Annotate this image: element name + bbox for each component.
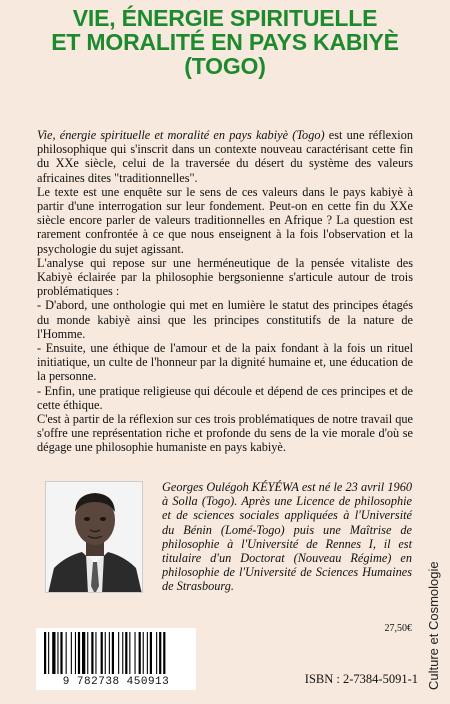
book-title (0, 6, 450, 78)
barcode-icon (36, 628, 196, 676)
paragraph-7: C'est à partir de la réflexion sur ces trois problématiques de notre travail que s'offre une représentation riche et profonde du sens de la vie morale d'où se dégage une philosophie humaniste en pays kabiyè. (37, 412, 413, 455)
author-bio: Georges Oulégoh KÉYÉWA est né le 23 avril 1960 à Solla (Togo). Après une Licence de philosophie et de sciences sociales appliquées à l'Université du Bénin (Lomé-Togo) puis une Maîtrise de philosophie à l'Université de Rennes I, il est titulaire d'un Doctorat (Nouveau Régime) en philosophie de l'Université de Sciences Humaines de Strasbourg. (162, 480, 412, 594)
author-photo (45, 481, 143, 593)
italic-title-ref: Vie, énergie spirituelle et moralité en pays kabiyè (Togo) (37, 128, 325, 142)
paragraph-1 (37, 128, 413, 185)
paragraph-4: - D'abord, une onthologie qui met en lumière le statut des principes étagés du monde kabiyè ainsi que les principes constitutifs de la nature de l'Homme. (37, 298, 413, 341)
barcode-number: 9 782738 450913 (62, 676, 170, 688)
author-portrait-icon (46, 482, 143, 593)
barcode (36, 628, 196, 690)
paragraph-6: - Enfin, une pratique religieuse qui découle et dépend de ces principes et de cette éthique. (37, 383, 413, 412)
paragraph-5: - Ensuite, une éthique de l'amour et de la paix fondant à la fois un rituel initiatique, un culte de l'honneur par la dignité humaine et, une éducation de la personne. (37, 341, 413, 384)
collection-name: Culture et Cosmologie (426, 561, 441, 690)
title-line-3: (TOGO) (184, 53, 266, 79)
summary-text (37, 128, 413, 455)
isbn: ISBN : 2-7384-5091-1 (304, 672, 418, 686)
title-line-2: ET MORALITÉ EN PAYS KABIYÈ (51, 29, 399, 55)
paragraph-2: Le texte est une enquête sur le sens de ces valeurs dans le pays kabiyè à partir d'une interrogation sur leur fondement. Peut-on en cette fin du XXe siècle encore parler de valeurs traditionnelles en Afrique ? La question est rarement confrontée à ce que nous enseignent à la fois l'observation et la psychologie du sujet agissant. (37, 184, 413, 256)
paragraph-1-text: est une réflexion philosophique qui s'inscrit dans un contexte nouveau caractérisant cette fin du XXe siècle, celui de la traversée du désert du système des valeurs africaines dites "traditionnelles". (37, 128, 414, 185)
title-line-1: VIE, ÉNERGIE SPIRITUELLE (72, 5, 378, 31)
price: 27,50€ (384, 623, 412, 634)
paragraph-3: L'analyse qui repose sur une herméneutique de la pensée vitaliste des Kabiyè éclairée par la philosophie bergsonienne s'articule autour de trois problématiques : (37, 255, 413, 299)
